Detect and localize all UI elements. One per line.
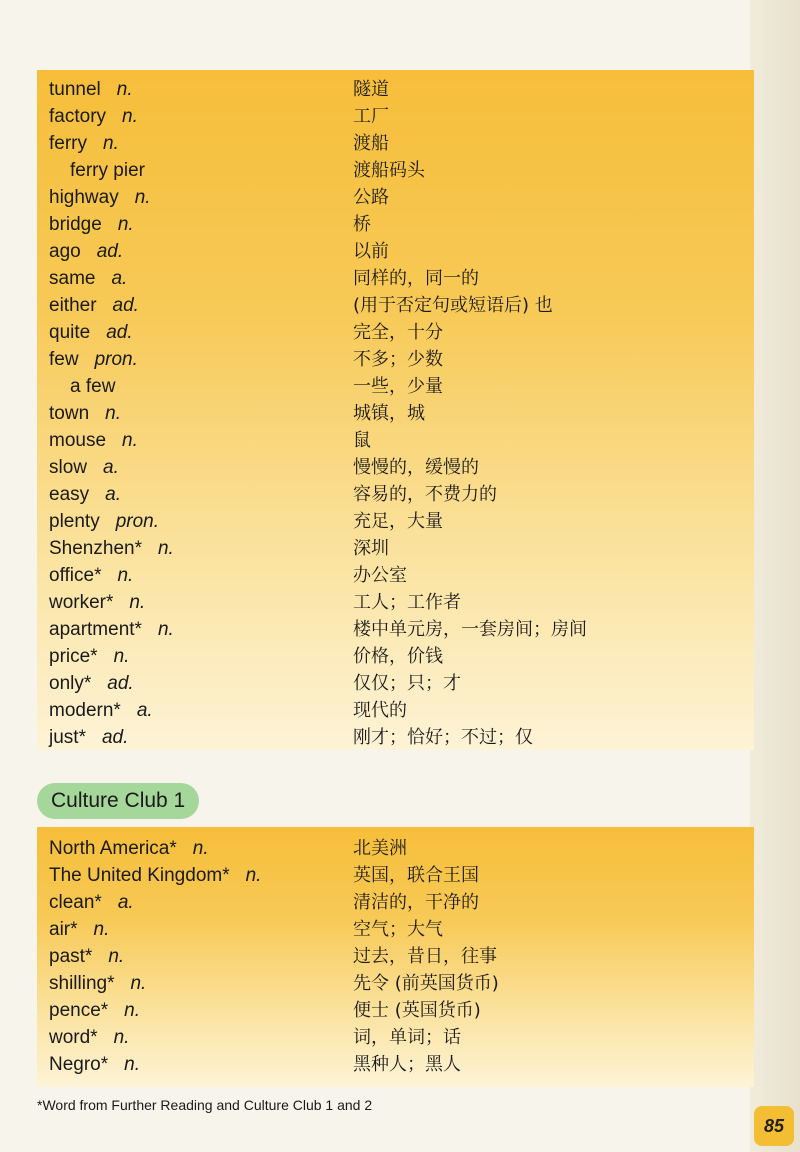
- vocab-row: [49, 562, 744, 589]
- chinese-meaning: 先令 (前英国货币): [353, 973, 499, 994]
- chinese-meaning: 北美洲: [353, 838, 407, 859]
- word-text: tunnel: [49, 79, 101, 100]
- chinese-meaning: 公路: [353, 187, 389, 208]
- vocab-row: [49, 943, 744, 970]
- vocab-row: [49, 862, 744, 889]
- word-text: bridge: [49, 214, 102, 235]
- section-title-pill: [37, 783, 199, 819]
- vocab-word: [49, 400, 121, 427]
- section-title: Culture Club 1: [51, 789, 186, 812]
- word-text: quite: [49, 322, 91, 343]
- part-of-speech: n.: [113, 646, 130, 667]
- chinese-meaning: 工厂: [353, 106, 389, 127]
- part-of-speech: n.: [108, 946, 125, 967]
- part-of-speech: n.: [130, 973, 147, 994]
- vocab-word: [49, 589, 145, 616]
- vocab-word: [49, 211, 134, 238]
- vocab-row: [49, 616, 744, 643]
- word-text: factory: [49, 106, 107, 127]
- vocab-row: [49, 724, 744, 751]
- part-of-speech: n.: [157, 538, 174, 559]
- vocab-row: [49, 319, 744, 346]
- vocab-row: [49, 997, 744, 1024]
- vocab-word: [49, 130, 119, 157]
- chinese-meaning: 鼠: [353, 430, 371, 451]
- vocab-word: [49, 670, 134, 697]
- vocab-list-2: [49, 835, 744, 1078]
- word-text: highway: [49, 187, 119, 208]
- word-text: Shenzhen*: [49, 538, 142, 559]
- part-of-speech: a.: [136, 700, 153, 721]
- vocab-row: [49, 535, 744, 562]
- part-of-speech: n.: [93, 919, 110, 940]
- chinese-meaning: 容易的，不费力的: [353, 484, 497, 505]
- vocab-word: [49, 454, 119, 481]
- vocab-word: [49, 535, 174, 562]
- word-text: a few: [70, 376, 116, 397]
- part-of-speech: ad.: [101, 727, 129, 748]
- vocab-row: [49, 643, 744, 670]
- adjacent-page-edge: [750, 0, 800, 1152]
- word-text: modern*: [49, 700, 121, 721]
- vocab-word: [49, 1024, 129, 1051]
- part-of-speech: pron.: [94, 349, 138, 370]
- part-of-speech: ad.: [112, 295, 139, 316]
- chinese-meaning: 渡船码头: [353, 160, 425, 181]
- vocab-word: [49, 997, 140, 1024]
- vocab-row: [49, 1051, 744, 1078]
- vocab-word: [49, 970, 146, 997]
- vocab-row: [49, 292, 744, 319]
- part-of-speech: n.: [116, 79, 133, 100]
- word-text: clean*: [49, 892, 102, 913]
- word-text: only*: [49, 673, 92, 694]
- chinese-meaning: 仅仅；只；才: [353, 673, 461, 694]
- vocab-word: [70, 373, 115, 400]
- vocab-row: [49, 211, 744, 238]
- vocab-row: [49, 916, 744, 943]
- vocab-row: [49, 427, 744, 454]
- part-of-speech: n.: [113, 1027, 130, 1048]
- chinese-meaning: 工人；工作者: [353, 592, 461, 613]
- word-text: Negro*: [49, 1054, 109, 1075]
- chinese-meaning: 词，单词；话: [353, 1027, 461, 1048]
- vocab-box-2: [37, 827, 754, 1087]
- vocab-list-1: [49, 76, 744, 751]
- vocab-word: [49, 238, 123, 265]
- part-of-speech: a.: [111, 268, 128, 289]
- vocab-row: [49, 103, 744, 130]
- part-of-speech: n.: [117, 565, 134, 586]
- vocab-word: [49, 508, 159, 535]
- word-text: worker*: [49, 592, 114, 613]
- word-text: slow: [49, 457, 88, 478]
- word-text: ago: [49, 241, 81, 262]
- chinese-meaning: 英国，联合王国: [353, 865, 479, 886]
- part-of-speech: n.: [122, 106, 138, 127]
- chinese-meaning: 充足，大量: [353, 511, 443, 532]
- vocab-row: [49, 1024, 744, 1051]
- vocab-row: [49, 238, 744, 265]
- vocab-word: [49, 562, 133, 589]
- word-text: just*: [49, 727, 86, 748]
- chinese-meaning: 空气；大气: [353, 919, 443, 940]
- part-of-speech: n.: [157, 619, 174, 640]
- vocab-word: [49, 427, 138, 454]
- word-text: same: [49, 268, 96, 289]
- vocab-row: [49, 400, 744, 427]
- part-of-speech: n.: [105, 403, 121, 424]
- vocab-word: [49, 76, 133, 103]
- word-text: ferry: [49, 133, 87, 154]
- vocab-row: [49, 970, 744, 997]
- part-of-speech: n.: [192, 838, 209, 859]
- vocab-row: [49, 265, 744, 292]
- vocab-word: [49, 319, 133, 346]
- vocab-word: [49, 265, 127, 292]
- chinese-meaning: 不多；少数: [353, 349, 443, 370]
- vocab-word: [49, 643, 129, 670]
- chinese-meaning: 城镇，城: [353, 403, 425, 424]
- part-of-speech: n.: [117, 214, 134, 235]
- chinese-meaning: 黑种人；黑人: [353, 1054, 461, 1075]
- word-text: air*: [49, 919, 78, 940]
- word-text: ferry pier: [70, 160, 145, 181]
- vocab-row: [49, 670, 744, 697]
- vocab-row: [49, 184, 744, 211]
- word-text: plenty: [49, 511, 100, 532]
- vocab-word: [49, 616, 174, 643]
- part-of-speech: a.: [117, 892, 134, 913]
- chinese-meaning: 过去，昔日，往事: [353, 946, 497, 967]
- vocab-word: [49, 862, 261, 889]
- word-text: price*: [49, 646, 98, 667]
- chinese-meaning: 价格，价钱: [353, 646, 443, 667]
- chinese-meaning: 清洁的，干净的: [353, 892, 479, 913]
- vocab-word: [49, 943, 124, 970]
- vocab-word: [49, 184, 151, 211]
- part-of-speech: n.: [129, 592, 146, 613]
- part-of-speech: ad.: [106, 322, 133, 343]
- vocab-word: [49, 1051, 140, 1078]
- vocab-word: [49, 916, 109, 943]
- vocab-row: [49, 346, 744, 373]
- part-of-speech: n.: [122, 430, 138, 451]
- part-of-speech: a.: [103, 457, 119, 478]
- vocab-row: [49, 508, 744, 535]
- vocab-row: [49, 481, 744, 508]
- vocab-word: [49, 292, 139, 319]
- part-of-speech: n.: [245, 865, 262, 886]
- chinese-meaning: 慢慢的，缓慢的: [353, 457, 479, 478]
- vocab-box-1: [37, 70, 754, 750]
- vocab-row: [49, 454, 744, 481]
- part-of-speech: n.: [124, 1000, 141, 1021]
- part-of-speech: a.: [105, 484, 121, 505]
- page-number: 85: [754, 1106, 794, 1146]
- chinese-meaning: 办公室: [353, 565, 407, 586]
- part-of-speech: n.: [124, 1054, 141, 1075]
- chinese-meaning: 同样的，同一的: [353, 268, 479, 289]
- chinese-meaning: 刚才；恰好；不过；仅: [353, 727, 533, 748]
- vocab-row: [49, 130, 744, 157]
- word-text: The United Kingdom*: [49, 865, 230, 886]
- word-text: word*: [49, 1027, 98, 1048]
- word-text: North America*: [49, 838, 177, 859]
- chinese-meaning: 便士 (英国货币): [353, 1000, 481, 1021]
- word-text: shilling*: [49, 973, 115, 994]
- word-text: either: [49, 295, 97, 316]
- vocab-word: [49, 724, 128, 751]
- vocab-word: [49, 346, 138, 373]
- vocab-word: [49, 697, 153, 724]
- part-of-speech: ad.: [107, 673, 134, 694]
- word-text: office*: [49, 565, 102, 586]
- vocab-word: [49, 835, 209, 862]
- chinese-meaning: 渡船: [353, 133, 389, 154]
- part-of-speech: n.: [134, 187, 151, 208]
- vocab-row: [49, 157, 744, 184]
- chinese-meaning: 以前: [353, 241, 389, 262]
- vocab-row: [49, 697, 744, 724]
- vocab-word: [49, 889, 134, 916]
- word-text: town: [49, 403, 90, 424]
- footnote: *Word from Further Reading and Culture Club 1 and 2: [37, 1097, 373, 1113]
- chinese-meaning: 一些，少量: [353, 376, 443, 397]
- vocab-word: [49, 103, 138, 130]
- chinese-meaning: 桥: [353, 214, 371, 235]
- word-text: apartment*: [49, 619, 142, 640]
- part-of-speech: n.: [103, 133, 119, 154]
- word-text: easy: [49, 484, 90, 505]
- vocab-row: [49, 589, 744, 616]
- vocab-word: [49, 481, 121, 508]
- vocab-row: [49, 373, 744, 400]
- chinese-meaning: (用于否定句或短语后) 也: [353, 295, 553, 316]
- vocab-row: [49, 76, 744, 103]
- vocab-row: [49, 889, 744, 916]
- word-text: mouse: [49, 430, 107, 451]
- part-of-speech: ad.: [96, 241, 124, 262]
- chinese-meaning: 深圳: [353, 538, 389, 559]
- word-text: past*: [49, 946, 93, 967]
- vocab-row: [49, 835, 744, 862]
- chinese-meaning: 现代的: [353, 700, 407, 721]
- chinese-meaning: 隧道: [353, 79, 389, 100]
- part-of-speech: pron.: [115, 511, 160, 532]
- word-text: few: [49, 349, 79, 370]
- chinese-meaning: 完全，十分: [353, 322, 443, 343]
- vocab-word: [70, 157, 145, 184]
- chinese-meaning: 楼中单元房，一套房间；房间: [353, 619, 587, 640]
- word-text: pence*: [49, 1000, 109, 1021]
